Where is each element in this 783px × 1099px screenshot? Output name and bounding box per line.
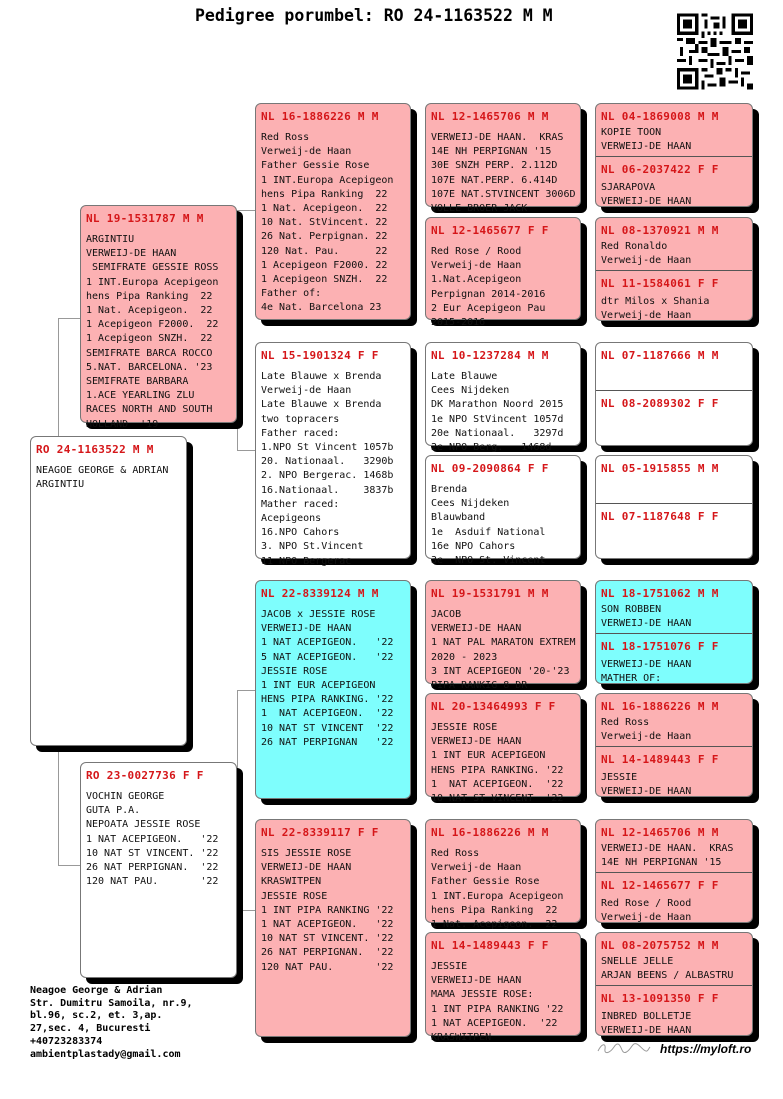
great-grandparent-card[interactable] bbox=[425, 455, 581, 567]
great-grandparent-details: Late Blauwe Cees Nijdeken DK Marathon Noord 2015 1e NPO StVincent 1057d 20e Nationaal. 3297d 2e NPO Berg. 1468d bbox=[431, 371, 564, 454]
qr-code-icon bbox=[677, 12, 753, 91]
great-great-grandparent-id: NL 18-1751076 F F bbox=[601, 640, 719, 653]
great-great-grandparent-id: NL 07-1187648 F F bbox=[601, 510, 719, 523]
great-great-grandparent-id: NL 11-1584061 F F bbox=[601, 277, 719, 290]
great-great-grandparent-details: Red Rose / Rood Verweij-de Haan bbox=[601, 898, 692, 924]
great-great-grandparent-slot[interactable] bbox=[596, 218, 752, 270]
grandparent-details: Late Blauwe x Brenda Verweij-de Haan Late Blauwe x Brenda two topracers Father raced: 1.NPO St Vincent 1057b 20. Nationaal. 3290b 2. NPO Bergerac. 1468b 16.Nationaal. 3837b Mather raced: Acepigeons 16.NPO Cahors 3. NPO St.Vincent 11 NPO Bergerac bbox=[261, 371, 394, 567]
grandparent-id: NL 22-8339117 F F bbox=[261, 826, 379, 839]
connector-line bbox=[237, 450, 255, 451]
great-great-grandparent-slot[interactable] bbox=[596, 390, 752, 448]
grandparent-details: SIS JESSIE ROSE VERWEIJ-DE HAAN KRASWITPEN JESSIE ROSE 1 INT PIPA RANKING '22 1 NAT ACEPIGEON. '22 10 NAT ST VINCENT. '22 26 NAT PERPIGNAN. '22 120 NAT PAU. '22 bbox=[261, 848, 394, 973]
grandparent-details: JACOB x JESSIE ROSE VERWEIJ-DE HAAN 1 NAT ACEPIGEON. '22 5 NAT ACEPIGEON. '22 JESSIE ROSE 1 INT EUR ACEPIGEON HENS PIPA RANKING. '22 1 NAT ACEPIGEON. '22 10 NAT ST VINCENT '22 26 NAT PERPIGNAN '22 bbox=[261, 609, 394, 748]
great-great-grandparent-id: NL 05-1915855 M M bbox=[601, 462, 719, 475]
great-great-grandparent-pair[interactable] bbox=[595, 819, 753, 923]
great-great-grandparent-details: dtr Milos x Shania Verweij-de Haan bbox=[601, 296, 710, 322]
great-great-grandparent-pair[interactable] bbox=[595, 217, 753, 321]
great-great-grandparent-details: VERWEIJ-DE HAAN MATHER OF: bbox=[601, 659, 692, 685]
great-great-grandparent-slot[interactable] bbox=[596, 270, 752, 323]
connector-line bbox=[237, 690, 255, 691]
sire-card[interactable] bbox=[80, 205, 237, 430]
great-grandparent-details: JESSIE VERWEIJ-DE HAAN MAMA JESSIE ROSE: 1 INT PIPA RANKING '22 1 NAT ACEPIGEON. '22 KRASWITPEN bbox=[431, 961, 564, 1044]
connector-line bbox=[237, 210, 255, 211]
dam-details: VOCHIN GEORGE GUTA P.A. NEPOATA JESSIE ROSE 1 NAT ACEPIGEON. '22 10 NAT ST VINCENT. '22 26 NAT PERPIGNAN. '22 120 NAT PAU. '22 bbox=[86, 791, 219, 888]
great-grandparent-details: Red Rose / Rood Verweij-de Haan 1.Nat.Acepigeon Perpignan 2014-2016 2 Eur Acepigeon Pau 2015-2016 bbox=[431, 246, 546, 329]
great-great-grandparent-id: NL 06-2037422 F F bbox=[601, 163, 719, 176]
connector-line bbox=[58, 745, 59, 865]
great-great-grandparent-id: NL 12-1465677 F F bbox=[601, 879, 719, 892]
great-great-grandparent-slot[interactable] bbox=[596, 985, 752, 1038]
great-great-grandparent-id: NL 07-1187666 M M bbox=[601, 349, 719, 362]
great-great-grandparent-details: JESSIE VERWEIJ-DE HAAN bbox=[601, 772, 692, 798]
great-great-grandparent-id: NL 08-2075752 M M bbox=[601, 939, 719, 952]
great-grandparent-details: JESSIE ROSE VERWEIJ-DE HAAN 1 INT EUR ACEPIGEON HENS PIPA RANKING. '22 1 NAT ACEPIGEON. '22 10 NAT ST VINCENT '22 bbox=[431, 722, 564, 805]
connector-line bbox=[237, 210, 238, 450]
great-great-grandparent-details: Red Ross Verweij-de Haan bbox=[601, 717, 692, 743]
subject-id: RO 24-1163522 M M bbox=[36, 443, 154, 456]
great-great-grandparent-slot[interactable] bbox=[596, 503, 752, 561]
great-great-grandparent-details: SON ROBBEN VERWEIJ-DE HAAN bbox=[601, 604, 692, 630]
grandparent-card[interactable] bbox=[255, 342, 411, 567]
great-great-grandparent-slot[interactable] bbox=[596, 156, 752, 209]
great-grandparent-card[interactable] bbox=[425, 693, 581, 805]
great-great-grandparent-id: NL 13-1091350 F F bbox=[601, 992, 719, 1005]
grandparent-id: NL 15-1901324 F F bbox=[261, 349, 379, 362]
great-grandparent-details: Brenda Cees Nijdeken Blauwband 1e Asduif National 16e NPO Cahors 3e NPO St. Vincent bbox=[431, 484, 546, 567]
great-grandparent-details: VERWEIJ-DE HAAN. KRAS 14E NH PERPIGNAN '15 30E SNZH PERP. 2.112D 107E NAT.PERP. 6.414D 107E NAT.STVINCENT 3006D VOLLE BROER JACK bbox=[431, 132, 576, 215]
page-title: Pedigree porumbel: RO 24-1163522 M M bbox=[195, 6, 553, 25]
connector-line bbox=[58, 318, 59, 438]
great-grandparent-id: NL 16-1886226 M M bbox=[431, 826, 549, 839]
great-great-grandparent-pair[interactable] bbox=[595, 455, 753, 559]
great-great-grandparent-details: KOPIE TOON VERWEIJ-DE HAAN bbox=[601, 127, 692, 153]
great-grandparent-id: NL 19-1531791 M M bbox=[431, 587, 549, 600]
great-grandparent-id: NL 09-2090864 F F bbox=[431, 462, 549, 475]
great-grandparent-id: NL 12-1465706 M M bbox=[431, 110, 549, 123]
great-great-grandparent-slot[interactable] bbox=[596, 933, 752, 985]
grandparent-id: NL 22-8339124 M M bbox=[261, 587, 379, 600]
dam-card[interactable] bbox=[80, 762, 237, 978]
subject-card[interactable] bbox=[30, 436, 187, 746]
great-great-grandparent-pair[interactable] bbox=[595, 342, 753, 446]
great-great-grandparent-slot[interactable] bbox=[596, 104, 752, 156]
great-grandparent-card[interactable] bbox=[425, 342, 581, 454]
sire-id: NL 19-1531787 M M bbox=[86, 212, 204, 225]
great-great-grandparent-pair[interactable] bbox=[595, 932, 753, 1036]
great-great-grandparent-slot[interactable] bbox=[596, 694, 752, 746]
grandparent-card[interactable] bbox=[255, 580, 411, 799]
great-great-grandparent-pair[interactable] bbox=[595, 693, 753, 797]
connector-line bbox=[58, 865, 80, 866]
great-grandparent-card[interactable] bbox=[425, 217, 581, 329]
great-great-grandparent-slot[interactable] bbox=[596, 820, 752, 872]
great-great-grandparent-slot[interactable] bbox=[596, 872, 752, 925]
great-great-grandparent-details: INBRED BOLLETJE VERWEIJ-DE HAAN bbox=[601, 1011, 692, 1037]
connector-line bbox=[411, 877, 412, 982]
great-grandparent-id: NL 10-1237284 M M bbox=[431, 349, 549, 362]
connector-line bbox=[237, 690, 238, 910]
website-link[interactable]: https://myloft.ro bbox=[660, 1042, 752, 1056]
great-grandparent-card[interactable] bbox=[425, 103, 581, 215]
great-great-grandparent-details: VERWEIJ-DE HAAN. KRAS 14E NH PERPIGNAN '15 bbox=[601, 843, 734, 869]
great-great-grandparent-id: NL 08-1370921 M M bbox=[601, 224, 719, 237]
great-grandparent-id: NL 12-1465677 F F bbox=[431, 224, 549, 237]
great-grandparent-id: NL 20-13464993 F F bbox=[431, 700, 556, 713]
great-grandparent-details: Red Ross Verweij-de Haan Father Gessie Rose 1 INT.Europa Acepigeon hens Pipa Ranking 22 1 Nat. Acepigeon. 22 bbox=[431, 848, 564, 931]
dam-id: RO 23-0027736 F F bbox=[86, 769, 204, 782]
connector-line bbox=[411, 160, 412, 260]
great-grandparent-details: JACOB VERWEIJ-DE HAAN 1 NAT PAL MARATON EXTREM 2020 - 2023 3 INT ACEPIGEON '20-'23 PIPA RANKIG 8 DR bbox=[431, 609, 576, 692]
great-great-grandparent-id: NL 18-1751062 M M bbox=[601, 587, 719, 600]
great-great-grandparent-slot[interactable] bbox=[596, 633, 752, 686]
great-great-grandparent-details: SJARAPOVA VERWEIJ-DE HAAN bbox=[601, 182, 692, 208]
great-great-grandparent-slot[interactable] bbox=[596, 581, 752, 633]
sire-details: ARGINTIU VERWEIJ-DE HAAN SEMIFRATE GESSIE ROSS 1 INT.Europa Acepigeon hens Pipa Ranking 22 1 Nat. Acepigeon. 22 1 Acepigeon F2000. 22 1 Acepigeon SNZH. 22 SEMIFRATE BARCA ROCCO 5.NAT. BARCELONA. '23 SEMIFRATE BARBARA 1.ACE YEARLING ZLU RACES NORTH AND SOUTH HOLLAND '19 bbox=[86, 234, 219, 430]
signature-image bbox=[596, 1041, 652, 1055]
great-grandparent-card[interactable] bbox=[425, 580, 581, 692]
great-great-grandparent-details: Red Ronaldo Verweij-de Haan bbox=[601, 241, 692, 267]
great-great-grandparent-id: NL 12-1465706 M M bbox=[601, 826, 719, 839]
great-great-grandparent-pair[interactable] bbox=[595, 103, 753, 207]
great-great-grandparent-pair[interactable] bbox=[595, 580, 753, 684]
great-grandparent-card[interactable] bbox=[425, 932, 581, 1044]
grandparent-id: NL 16-1886226 M M bbox=[261, 110, 379, 123]
great-great-grandparent-slot[interactable] bbox=[596, 456, 752, 508]
owner-contact: Neagoe George & Adrian Str. Dumitru Samoila, nr.9, bl.96, sc.2, et. 3,ap. 27,sec. 4, Bucuresti +40723283374 ambientplastady@gmail.com bbox=[30, 985, 193, 1060]
great-great-grandparent-slot[interactable] bbox=[596, 746, 752, 799]
grandparent-details: Red Ross Verweij-de Haan Father Gessie Rose 1 INT.Europa Acepigeon hens Pipa Ranking 22 1 Nat. Acepigeon. 22 10 Nat. StVincent. 22 26 Nat. Perpignan. 22 120 Nat. Pau. 22 1 Acepigeon F2000. 22 1 Acepigeon SNZH. 22 Father of: 4e Nat. Barcelona 23 bbox=[261, 132, 394, 314]
great-great-grandparent-details: SNELLE JELLE ARJAN BEENS / ALBASTRU bbox=[601, 956, 734, 982]
great-great-grandparent-id: NL 16-1886226 M M bbox=[601, 700, 719, 713]
grandparent-card[interactable] bbox=[255, 819, 411, 1037]
great-great-grandparent-id: NL 08-2089302 F F bbox=[601, 397, 719, 410]
connector-line bbox=[58, 318, 80, 319]
subject-details: NEAGOE GEORGE & ADRIAN ARGINTIU bbox=[36, 465, 169, 491]
great-great-grandparent-id: NL 04-1869008 M M bbox=[601, 110, 719, 123]
grandparent-card[interactable] bbox=[255, 103, 411, 320]
connector-line bbox=[411, 400, 412, 505]
great-great-grandparent-id: NL 14-1489443 F F bbox=[601, 753, 719, 766]
connector-line bbox=[237, 910, 255, 911]
great-grandparent-card[interactable] bbox=[425, 819, 581, 931]
great-great-grandparent-slot[interactable] bbox=[596, 343, 752, 395]
connector-line bbox=[411, 638, 412, 743]
great-grandparent-id: NL 14-1489443 F F bbox=[431, 939, 549, 952]
